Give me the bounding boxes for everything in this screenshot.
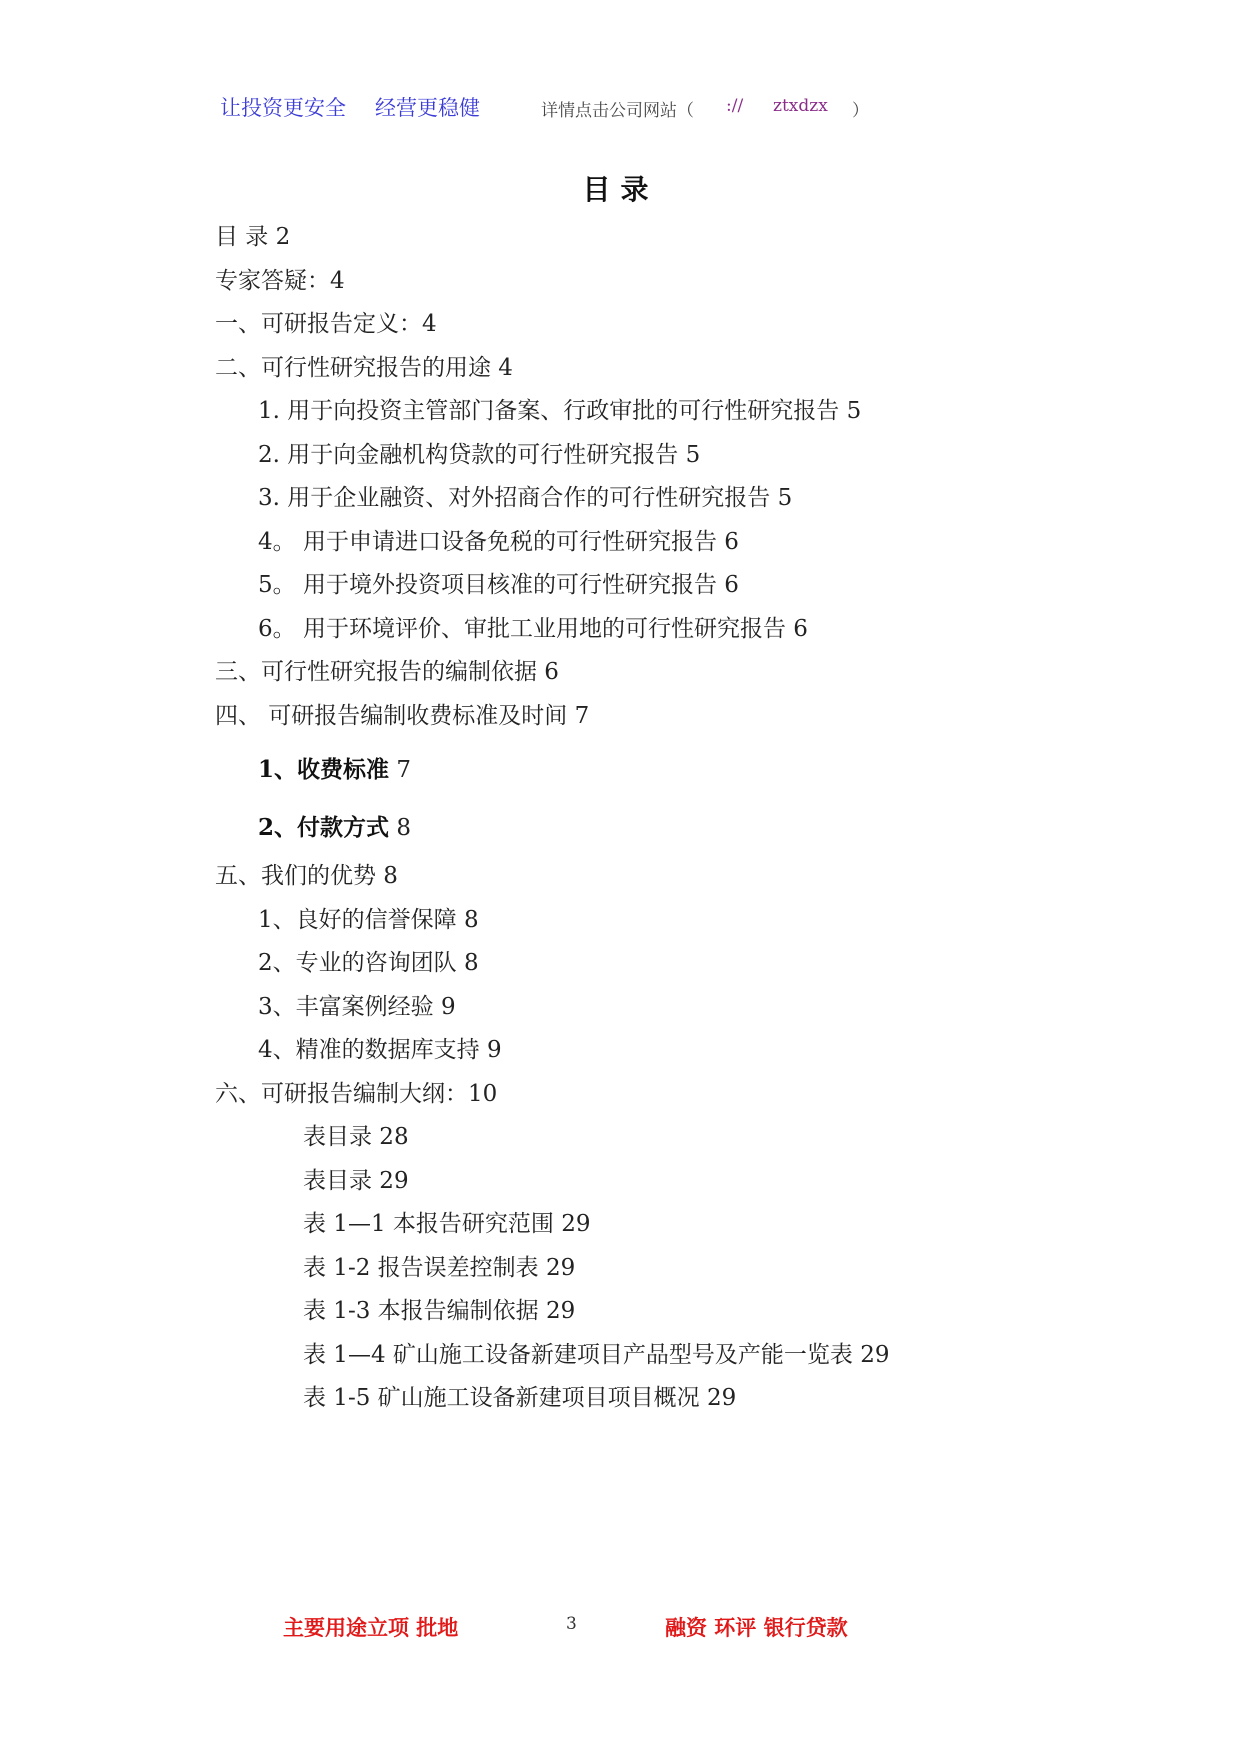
toc-entry[interactable]: 表目录 28	[303, 1124, 409, 1150]
toc-entry[interactable]: 5。 用于境外投资项目核准的可行性研究报告 6	[258, 572, 739, 598]
toc-entry[interactable]: 五、我们的优势 8	[215, 863, 398, 889]
toc-entry-payment-method[interactable]	[258, 809, 411, 842]
toc-entry[interactable]: 表 1-2 报告误差控制表 29	[303, 1255, 576, 1281]
toc-entry[interactable]: 3. 用于企业融资、对外招商合作的可行性研究报告 5	[258, 485, 793, 511]
header-website-prefix: 详情点击公司网站（	[541, 101, 694, 121]
toc-entry[interactable]: 4、精准的数据库支持 9	[258, 1037, 502, 1063]
toc-entry[interactable]: 3、丰富案例经验 9	[258, 994, 456, 1020]
toc-entry[interactable]: 1. 用于向投资主管部门备案、行政审批的可行性研究报告 5	[258, 398, 862, 424]
toc-entry[interactable]: 1、良好的信誉保障 8	[258, 907, 479, 933]
toc-entry[interactable]: 表目录 29	[303, 1168, 409, 1194]
toc-entry[interactable]: 六、可研报告编制大纲：10	[215, 1081, 498, 1107]
header-url-scheme[interactable]: ://	[726, 96, 744, 116]
toc-entry[interactable]: 目 录 2	[215, 224, 291, 250]
page-title: 目录	[582, 173, 659, 206]
header-slogan-safe: 让投资更安全	[220, 96, 346, 120]
toc-entry[interactable]: 2. 用于向金融机构贷款的可行性研究报告 5	[258, 442, 701, 468]
toc-entry-page: 8	[396, 815, 411, 841]
toc-entry[interactable]: 一、可研报告定义：4	[215, 311, 437, 337]
header-website-suffix: ）	[852, 101, 869, 121]
header-slogan-stable: 经营更稳健	[375, 96, 480, 120]
toc-entry[interactable]: 二、可行性研究报告的用途 4	[215, 355, 513, 381]
toc-entry[interactable]: 6。 用于环境评价、审批工业用地的可行性研究报告 6	[258, 616, 808, 642]
toc-entry-fee-standard[interactable]	[258, 751, 411, 784]
toc-entry-label: 1、收费标准	[258, 756, 390, 783]
footer-right-text: 融资 环评 银行贷款	[665, 1615, 848, 1640]
toc-entry-page: 7	[396, 757, 411, 783]
toc-entry[interactable]: 2、专业的咨询团队 8	[258, 950, 479, 976]
page-header	[0, 92, 1241, 122]
toc-entry[interactable]: 专家答疑：4	[215, 268, 345, 294]
toc-entry[interactable]: 表 1-3 本报告编制依据 29	[303, 1298, 576, 1324]
toc-entry[interactable]: 表 1—4 矿山施工设备新建项目产品型号及产能一览表 29	[303, 1342, 890, 1368]
toc-entry[interactable]: 4。 用于申请进口设备免税的可行性研究报告 6	[258, 529, 739, 555]
toc-entry[interactable]: 表 1-5 矿山施工设备新建项目项目概况 29	[303, 1385, 737, 1411]
toc-entry[interactable]: 表 1—1 本报告研究范围 29	[303, 1211, 591, 1237]
toc-entry[interactable]: 四、 可研报告编制收费标准及时间 7	[215, 703, 590, 729]
toc-entry[interactable]: 三、可行性研究报告的编制依据 6	[215, 659, 559, 685]
header-url-site[interactable]: ztxdzx	[773, 96, 828, 116]
page-number: 3	[566, 1614, 577, 1634]
toc-entry-label: 2、付款方式	[258, 814, 390, 841]
footer-left-text: 主要用途立项 批地	[283, 1615, 459, 1640]
page-footer	[0, 1612, 1241, 1642]
